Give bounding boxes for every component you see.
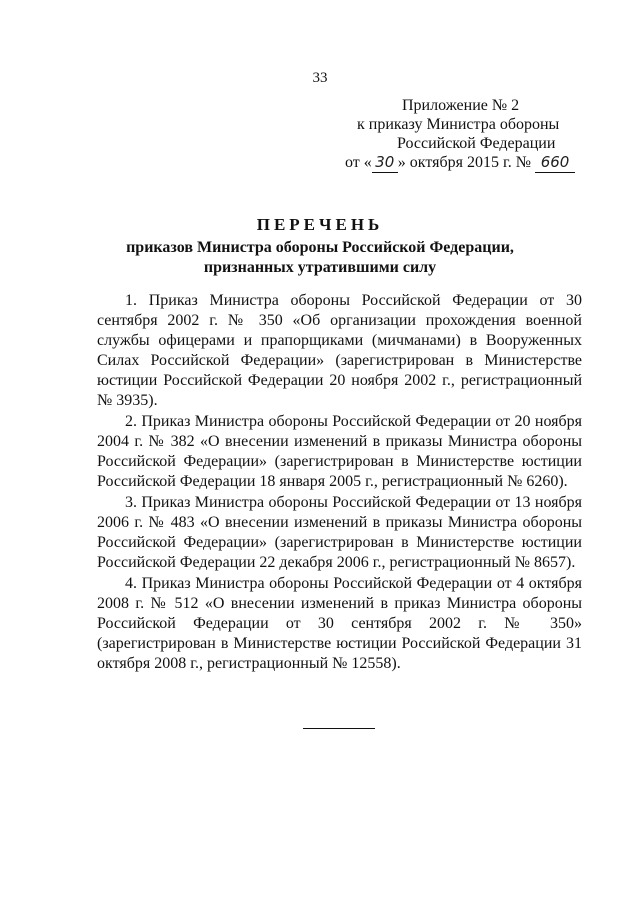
appendix-title: Приложение № 2 — [402, 97, 520, 114]
appendix-date-line — [345, 153, 595, 173]
orders-list — [97, 291, 582, 675]
list-item: 1. Приказ Министра обороны Российской Федерации от 30 сентября 2002 г. № 350 «Об организации прохождения военной службы офицерами и прапорщиками (мичманами) в Вооруженных Силах Российской Федерации» (зарегистрирован в Министерстве юстиции Российской Федерации 20 ноября 2002 г., регистрационный № 3935). — [97, 292, 582, 409]
date-prefix: от « — [345, 154, 372, 171]
handwritten-day: 30 — [372, 153, 398, 173]
document-subtitle — [0, 238, 640, 278]
handwritten-order-number: 660 — [535, 153, 575, 173]
appendix-order-reference: к приказу Министра обороны — [357, 116, 560, 133]
page-number: 33 — [312, 70, 328, 86]
subtitle-line-1: приказов Министра обороны Российской Федерации, — [126, 239, 514, 256]
date-middle: » октября 2015 г. № — [397, 154, 532, 171]
end-divider — [303, 728, 375, 729]
document-title: ПЕРЕЧЕНЬ — [256, 215, 384, 234]
subtitle-line-2: признанных утратившими силу — [203, 259, 437, 276]
appendix-block — [345, 96, 595, 173]
list-item: 4. Приказ Министра обороны Российской Федерации от 4 октября 2008 г. № 512 «О внесении изменений в приказ Министра обороны Российской Федерации от 30 сентября 2002 г. № 350» (зарегистрирован в Министерстве юстиции Российской Федерации 31 октября 2008 г., регистрационный № 12558). — [97, 575, 582, 672]
appendix-federation: Российской Федерации — [397, 135, 556, 152]
list-item: 2. Приказ Министра обороны Российской Федерации от 20 ноября 2004 г. № 382 «О внесении изменений в приказы Министра обороны Российской Федерации» (зарегистрирован в Министерстве юстиции Российской Федерации 18 января 2005 г., регистрационный № 6260). — [97, 413, 582, 490]
list-item: 3. Приказ Министра обороны Российской Федерации от 13 ноября 2006 г. № 483 «О внесении изменений в приказы Министра обороны Российской Федерации» (зарегистрирован в Министерстве юстиции Российской Федерации 22 декабря 2006 г., регистрационный № 8657). — [97, 494, 582, 571]
